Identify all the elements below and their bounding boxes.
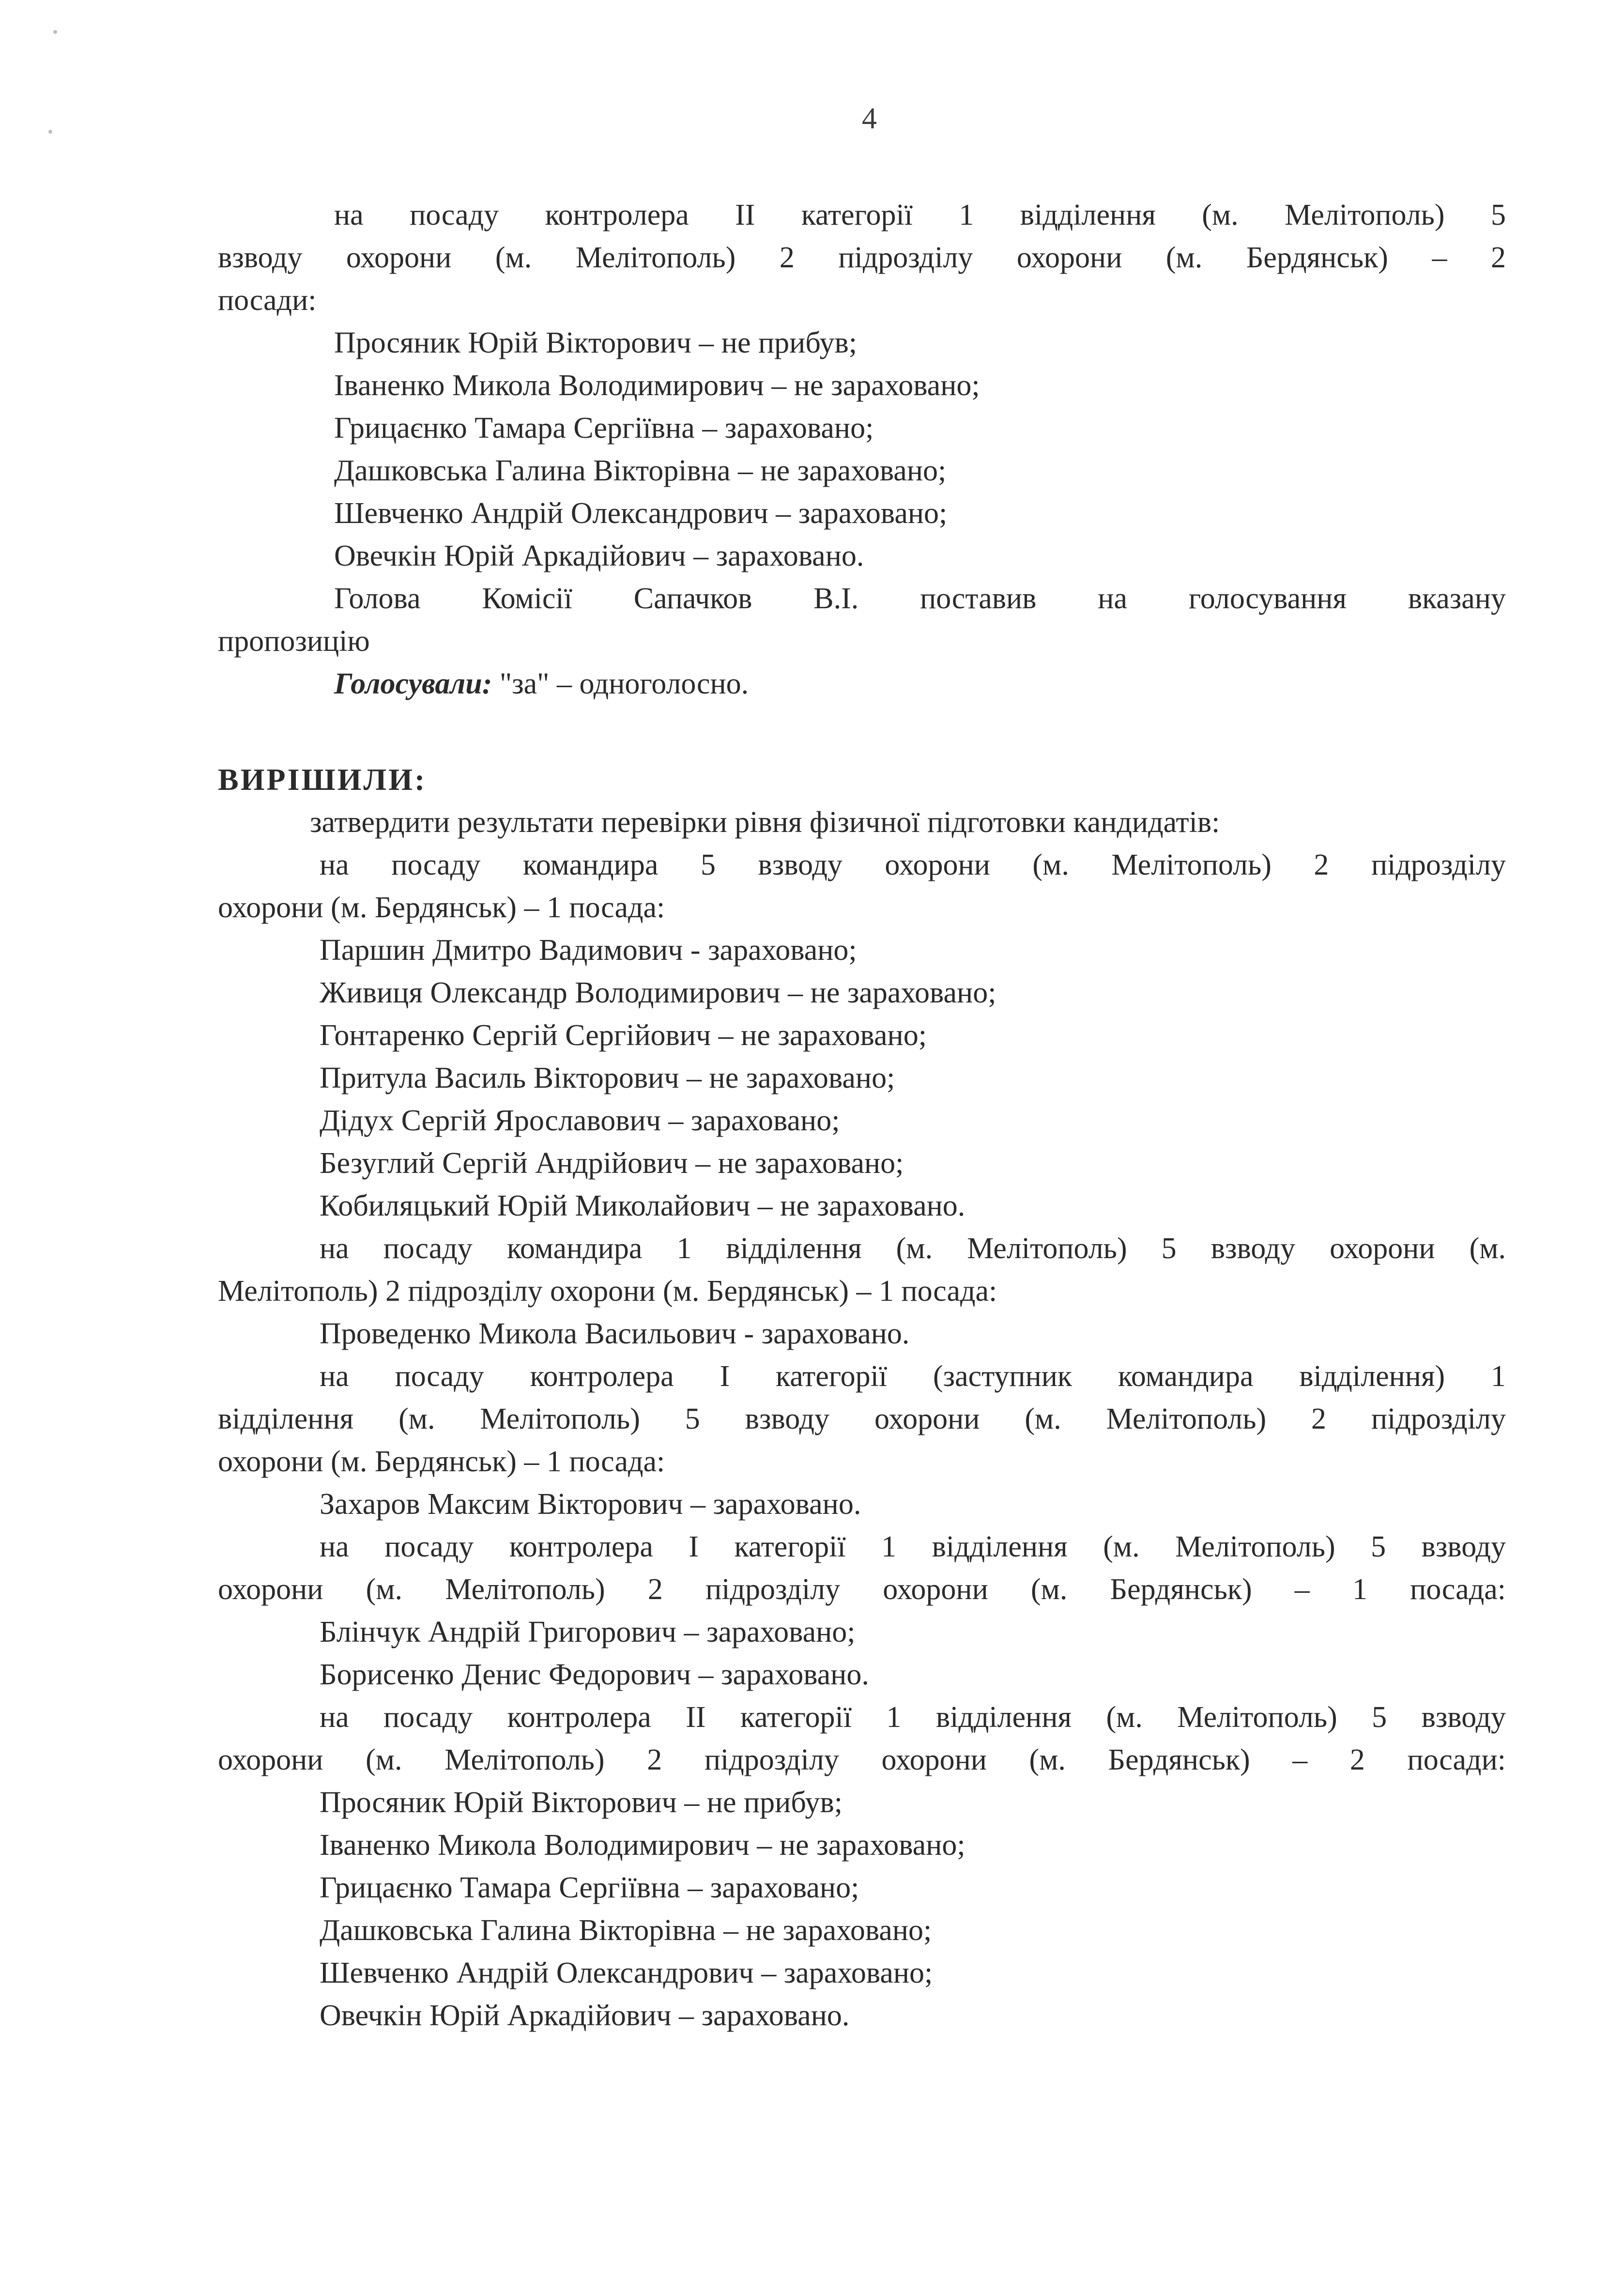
candidate-line: Грицаєнко Тамара Сергіївна – зараховано;	[320, 1871, 859, 1904]
position-line: взводу охорони (м. Мелітополь) 2 підрозділу охорони (м. Бердянськ) – 2	[218, 241, 1506, 274]
voted-text: "за" – одноголосно.	[492, 667, 749, 700]
page-number: 4	[862, 102, 877, 135]
proposal-line: пропозицію	[218, 625, 370, 658]
section-previous-position	[218, 194, 1506, 2037]
position-line: на посаду командира 5 взводу охорони (м. Мелітополь) 2 підрозділу	[320, 848, 1506, 881]
position-line: на посаду контролера І категорії 1 відділення (м. Мелітополь) 5 взводу	[320, 1530, 1506, 1563]
candidate-line: Дідух Сергій Ярославович – зараховано;	[320, 1104, 840, 1137]
voted-label: Голосували:	[334, 667, 492, 700]
position-line: посади:	[218, 284, 317, 317]
candidate-line: Іваненко Микола Володимирович – не зараховано;	[320, 1829, 965, 1862]
candidate-line: Дашковська Галина Вікторівна – не зараховано;	[334, 454, 947, 487]
position-line: відділення (м. Мелітополь) 5 взводу охорони (м. Мелітополь) 2 підрозділу	[218, 1402, 1506, 1435]
vote-result	[218, 662, 1506, 705]
position-line: на посаду командира 1 відділення (м. Мелітополь) 5 взводу охорони (м.	[320, 1232, 1506, 1265]
candidate-line: Грицаєнко Тамара Сергіївна – зараховано;	[334, 412, 874, 445]
candidate-line: Гонтаренко Сергій Сергійович – не зараховано;	[320, 1019, 927, 1052]
position-line: на посаду контролера ІІ категорії 1 відділення (м. Мелітополь) 5 взводу	[320, 1701, 1506, 1734]
candidate-line: Просяник Юрій Вікторович – не прибув;	[320, 1786, 843, 1819]
spacer	[218, 705, 1506, 758]
candidate-line: Овечкін Юрій Аркадійович – зараховано.	[334, 539, 864, 572]
candidate-line: Безуглий Сергій Андрійович – не зараховано;	[320, 1147, 904, 1180]
candidate-line: Іваненко Микола Володимирович – не зараховано;	[334, 369, 980, 402]
candidate-line: Проведенко Микола Васильович - зараховано.	[320, 1317, 910, 1350]
candidate-line: Шевченко Андрій Олександрович – зараховано;	[334, 497, 948, 530]
candidate-line: Блінчук Андрій Григорович – зараховано;	[320, 1616, 856, 1648]
proposal-line: Голова Комісії Сапачков В.І. поставив на голосування вказану	[334, 582, 1506, 615]
position-line: охорони (м. Мелітополь) 2 підрозділу охорони (м. Бердянськ) – 2 посади:	[218, 1743, 1506, 1776]
decision-intro: затвердити результати перевірки рівня фізичної підготовки кандидатів:	[310, 806, 1220, 839]
candidate-line: Просяник Юрій Вікторович – не прибув;	[334, 326, 858, 359]
position-line: охорони (м. Мелітополь) 2 підрозділу охорони (м. Бердянськ) – 1 посада:	[218, 1573, 1506, 1606]
position-line: на посаду контролера ІІ категорії 1 відділення (м. Мелітополь) 5	[334, 199, 1506, 231]
scan-speck	[48, 130, 52, 134]
candidate-line: Овечкін Юрій Аркадійович – зараховано.	[320, 1999, 850, 2032]
decision-heading: ВИРІШИЛИ:	[218, 762, 427, 797]
candidate-line: Живиця Олександр Володимирович – не зараховано;	[320, 976, 996, 1009]
position-line: охорони (м. Бердянськ) – 1 посада:	[218, 1445, 665, 1478]
position-line: охорони (м. Бердянськ) – 1 посада:	[218, 891, 665, 924]
position-line: на посаду контролера І категорії (заступник командира відділення) 1	[320, 1360, 1506, 1393]
candidate-line: Кобиляцький Юрій Миколайович – не зараховано.	[320, 1189, 965, 1222]
scan-speck	[53, 30, 57, 34]
candidate-line: Паршин Дмитро Вадимович - зараховано;	[320, 934, 857, 967]
position-line: Мелітополь) 2 підрозділу охорони (м. Бердянськ) – 1 посада:	[218, 1275, 997, 1308]
candidate-line: Захаров Максим Вікторович – зараховано.	[320, 1488, 861, 1521]
candidate-line: Шевченко Андрій Олександрович – зараховано;	[320, 1956, 933, 1989]
candidate-line: Притула Василь Вікторович – не зараховано;	[320, 1062, 895, 1094]
candidate-line: Борисенко Денис Федорович – зараховано.	[320, 1658, 869, 1691]
candidate-line: Дашковська Галина Вікторівна – не зараховано;	[320, 1914, 932, 1947]
